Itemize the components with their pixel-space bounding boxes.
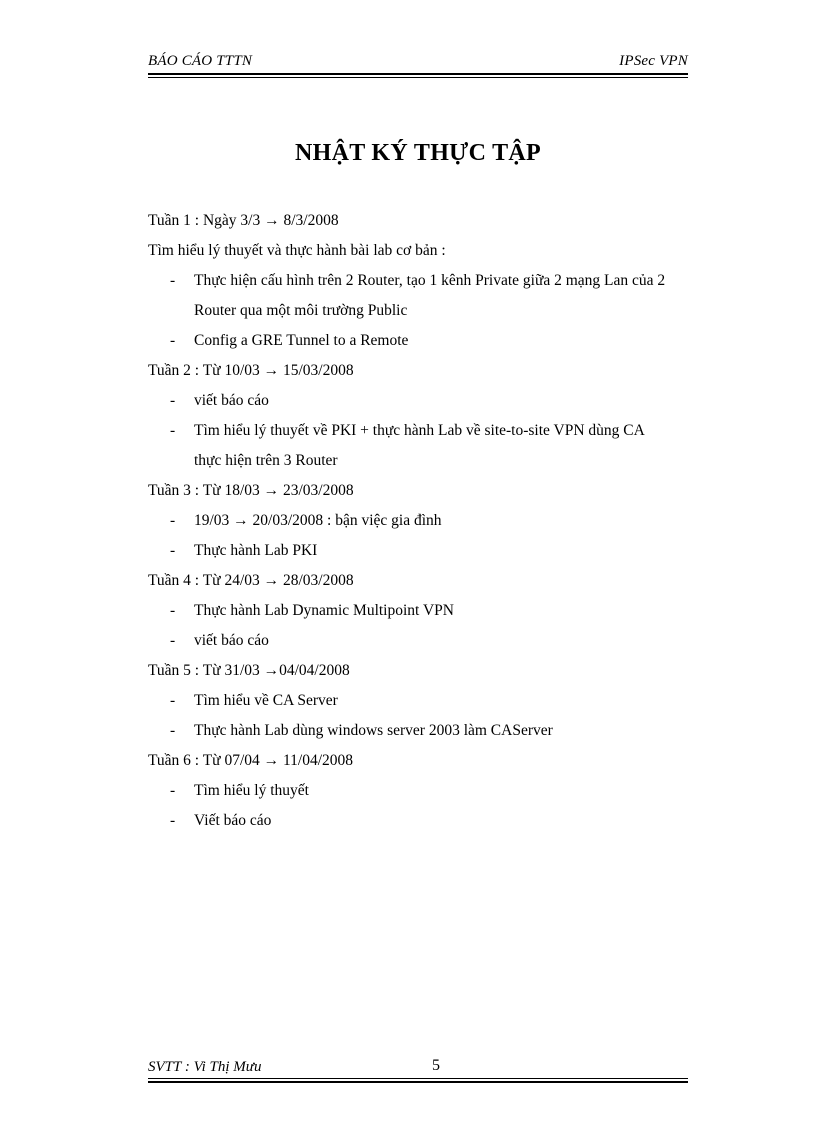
week-heading: Tuần 6 : Từ 07/04 → 11/04/2008 [148, 752, 354, 769]
bullet-continuation: Router qua một môi trường Public [194, 302, 408, 319]
bullet-dash: - [170, 812, 176, 829]
bullet-item [148, 626, 708, 656]
bullet-dash: - [170, 542, 176, 559]
bullet-text: Thực hiện cấu hình trên 2 Router, tạo 1 kênh Private giữa 2 mạng Lan của 2 [194, 272, 666, 289]
header-report-title: BÁO CÁO TTTN [148, 53, 253, 69]
page-header [148, 52, 688, 74]
bullet-text: viết báo cáo [194, 392, 269, 409]
week-heading: Tuần 1 : Ngày 3/3 → 8/3/2008 [148, 212, 339, 229]
bullet-item [148, 326, 708, 356]
bullet-item [148, 386, 708, 416]
bullet-text: Tìm hiểu lý thuyết [194, 782, 309, 799]
footer-rule-thin [148, 1078, 688, 1079]
bullet-dash: - [170, 422, 176, 439]
bullet-text: Viết báo cáo [194, 812, 272, 829]
bullet-item [148, 506, 708, 536]
bullet-text: viết báo cáo [194, 632, 269, 649]
week-heading: Tuần 2 : Từ 10/03 → 15/03/2008 [148, 362, 354, 379]
bullet-text: Tìm hiểu lý thuyết về PKI + thực hành Lab về site-to-site VPN dùng CA [194, 422, 645, 439]
bullet-text: Tìm hiểu về CA Server [194, 692, 338, 709]
bullet-text: Config a GRE Tunnel to a Remote [194, 332, 409, 349]
header-rule-thin [148, 77, 688, 78]
page-title: NHẬT KÝ THỰC TẬP [295, 140, 541, 166]
bullet-dash: - [170, 602, 176, 619]
footer-page-number: 5 [432, 1057, 440, 1074]
bullet-item [148, 266, 708, 296]
bullet-dash: - [170, 722, 176, 739]
bullet-item [148, 536, 708, 566]
bullet-dash: - [170, 782, 176, 799]
bullet-text: Thực hành Lab PKI [194, 542, 318, 559]
bullet-text: 19/03 → 20/03/2008 : bận việc gia đình [194, 512, 442, 529]
bullet-continuation: thực hiện trên 3 Router [194, 452, 338, 469]
bullet-item [148, 716, 708, 746]
header-rule-thick [148, 73, 688, 75]
bullet-dash: - [170, 632, 176, 649]
bullet-dash: - [170, 512, 176, 529]
paragraph: Tìm hiểu lý thuyết và thực hành bài lab cơ bản : [148, 242, 446, 259]
bullet-item [148, 596, 708, 626]
bullet-text: Thực hành Lab Dynamic Multipoint VPN [194, 602, 454, 619]
bullet-dash: - [170, 332, 176, 349]
bullet-item [148, 776, 708, 806]
week-heading: Tuần 5 : Từ 31/03 →04/04/2008 [148, 662, 350, 679]
bullet-dash: - [170, 692, 176, 709]
bullet-item [148, 416, 708, 446]
bullet-item [148, 806, 708, 836]
header-topic: IPSec VPN [619, 53, 688, 69]
journal-content [148, 206, 708, 836]
week-heading: Tuần 4 : Từ 24/03 → 28/03/2008 [148, 572, 354, 589]
bullet-text: Thực hành Lab dùng windows server 2003 làm CAServer [194, 722, 553, 739]
footer-rule-thick [148, 1081, 688, 1083]
bullet-dash: - [170, 272, 176, 289]
bullet-dash: - [170, 392, 176, 409]
bullet-item [148, 686, 708, 716]
week-heading: Tuần 3 : Từ 18/03 → 23/03/2008 [148, 482, 354, 499]
footer-author: SVTT : Vi Thị Mưu [148, 1059, 262, 1075]
